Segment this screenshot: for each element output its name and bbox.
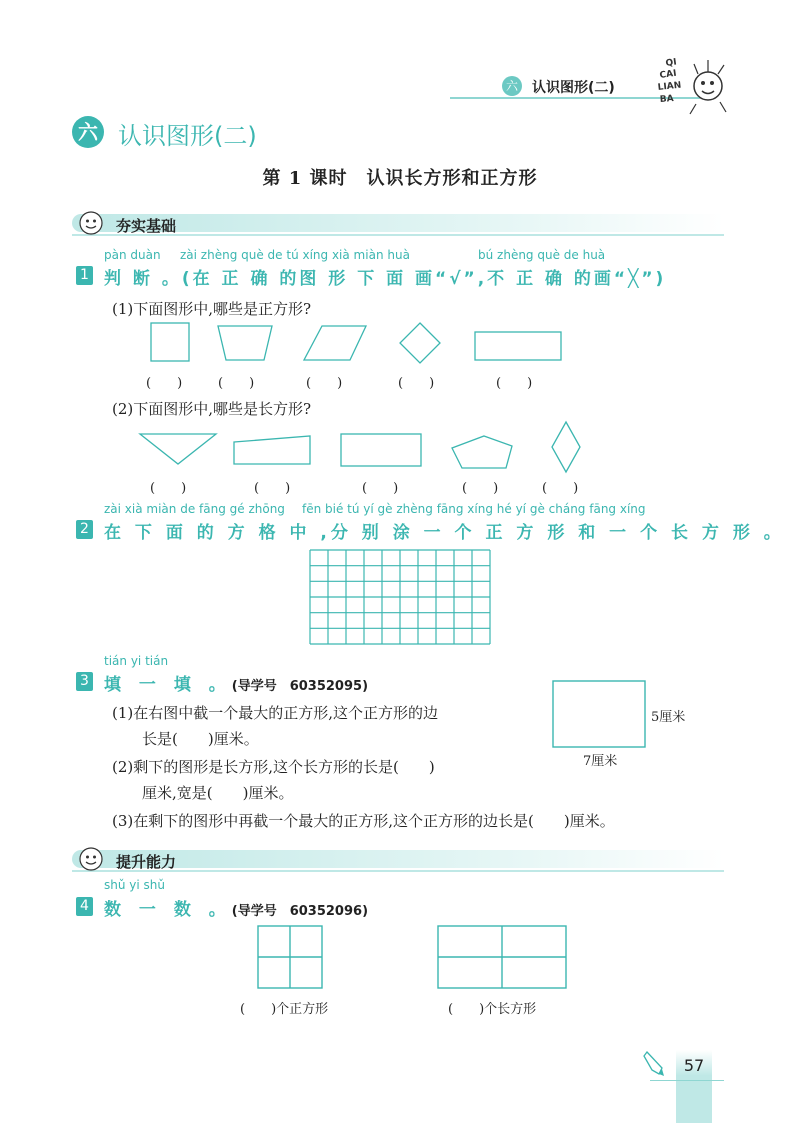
logo-text-1: QI [665, 57, 678, 69]
q1-answer-1[interactable]: ( ) [146, 376, 183, 391]
logo-text-2: CAI [659, 68, 678, 81]
q1-shapes-row1 [140, 320, 580, 366]
q3-height-label: 5厘米 [651, 710, 686, 725]
q1-answer-8[interactable]: ( ) [362, 481, 399, 496]
q3-line2: (2)剩下的图形是长方形,这个长方形的长是( ) [112, 758, 435, 776]
q4-answer-squares[interactable]: ( )个正方形 [240, 1002, 329, 1017]
section-basics-banner [72, 210, 724, 234]
q3-number-badge: 3 [76, 672, 93, 691]
q1-answer-9[interactable]: ( ) [462, 481, 499, 496]
logo-text-3: LIAN [657, 80, 682, 93]
q3-ref: (导学号 60352095) [231, 679, 369, 694]
q1-sub1: (1)下面图形中,哪些是正方形? [112, 300, 312, 318]
q2-number-badge: 2 [76, 520, 93, 539]
q3-instruction [104, 670, 368, 695]
q3-line1b: 长是( )厘米。 [142, 730, 259, 748]
q1-answer-7[interactable]: ( ) [254, 481, 291, 496]
q3-pinyin: tián yi tián [104, 654, 169, 668]
logo-text-4: BA [659, 94, 675, 105]
q4-number-badge: 4 [76, 897, 93, 916]
q1-instruction: 判 断 。(在 正 确 的图 形 下 面 画“√”,不 正 确 的画“╳”) [104, 269, 667, 289]
q1-answer-10[interactable]: ( ) [542, 481, 579, 496]
q1-answer-3[interactable]: ( ) [306, 376, 343, 391]
q4-answer-rectangles[interactable]: ( )个长方形 [448, 1002, 537, 1017]
mascot-icon [78, 846, 104, 872]
section-advance-banner [72, 846, 724, 870]
q4-instruction-text: 数 一 数 。 [104, 900, 232, 920]
lesson-title: 第 1 课时 认识长方形和正方形 [262, 168, 538, 189]
shape-pentagon [452, 436, 512, 468]
q1-number-badge: 1 [76, 266, 93, 285]
pencil-icon [642, 1048, 668, 1078]
q1-shapes-row2 [130, 420, 590, 474]
shape-diamond-square [400, 323, 440, 363]
shape-trapezoid [218, 326, 272, 360]
q2-grid[interactable] [308, 548, 492, 646]
mascot-icon [78, 210, 104, 236]
footer-rule [650, 1080, 724, 1081]
q4-square-figure [256, 924, 326, 990]
q1-answer-5[interactable]: ( ) [496, 376, 533, 391]
shape-parallelogram [304, 326, 366, 360]
shape-quadrilateral [234, 436, 310, 464]
q3-line1: (1)在右图中截一个最大的正方形,这个正方形的边 [112, 704, 439, 722]
q2-pinyin-2: fēn bié tú yí gè zhèng fāng xíng hé yí gè cháng fāng xíng [302, 502, 646, 516]
shape-rectangle [475, 332, 561, 360]
q3-instruction-text: 填 一 填 。 [104, 675, 232, 695]
shape-triangle [140, 434, 216, 464]
q1-answer-4[interactable]: ( ) [398, 376, 435, 391]
q2-instruction: 在 下 面 的 方 格 中 ,分 别 涂 一 个 正 方 形 和 一 个 长 方 形 。 [104, 523, 785, 543]
q1-pinyin-3: bú zhèng què de huà [478, 248, 606, 262]
shape-square [151, 323, 189, 361]
q4-rectangle-figure [436, 924, 570, 990]
q4-ref: (导学号 60352096) [231, 904, 369, 919]
q1-pinyin-1: pàn duàn [104, 248, 161, 262]
header-chapter-label: 认识图形(二) [532, 80, 615, 96]
q3-line3: (3)在剩下的图形中再截一个最大的正方形,这个正方形的边长是( )厘米。 [112, 812, 615, 830]
q4-instruction [104, 895, 368, 920]
shape-diamond [552, 422, 580, 472]
chapter-number: 六 [72, 116, 104, 148]
q1-answer-2[interactable]: ( ) [218, 376, 255, 391]
header-chapter-badge: 六 [502, 76, 522, 96]
chapter-title: 认识图形(二) [118, 122, 257, 150]
q4-pinyin: shǔ yi shǔ [104, 878, 165, 892]
q2-pinyin-1: zài xià miàn de fāng gé zhōng [104, 502, 285, 516]
shape-rectangle-2 [341, 434, 421, 466]
mascot-logo [650, 52, 730, 116]
q1-sub2: (2)下面图形中,哪些是长方形? [112, 400, 312, 418]
q3-rectangle-figure [552, 680, 648, 750]
q1-pinyin-2: zài zhèng què de tú xíng xià miàn huà [180, 248, 410, 262]
section-basics-title: 夯实基础 [116, 217, 177, 235]
q3-width-label: 7厘米 [583, 754, 618, 769]
q1-answer-6[interactable]: ( ) [150, 481, 187, 496]
page-number: 57 [683, 1056, 705, 1075]
q3-line2b: 厘米,宽是( )厘米。 [142, 784, 294, 802]
section-advance-title: 提升能力 [116, 853, 177, 871]
